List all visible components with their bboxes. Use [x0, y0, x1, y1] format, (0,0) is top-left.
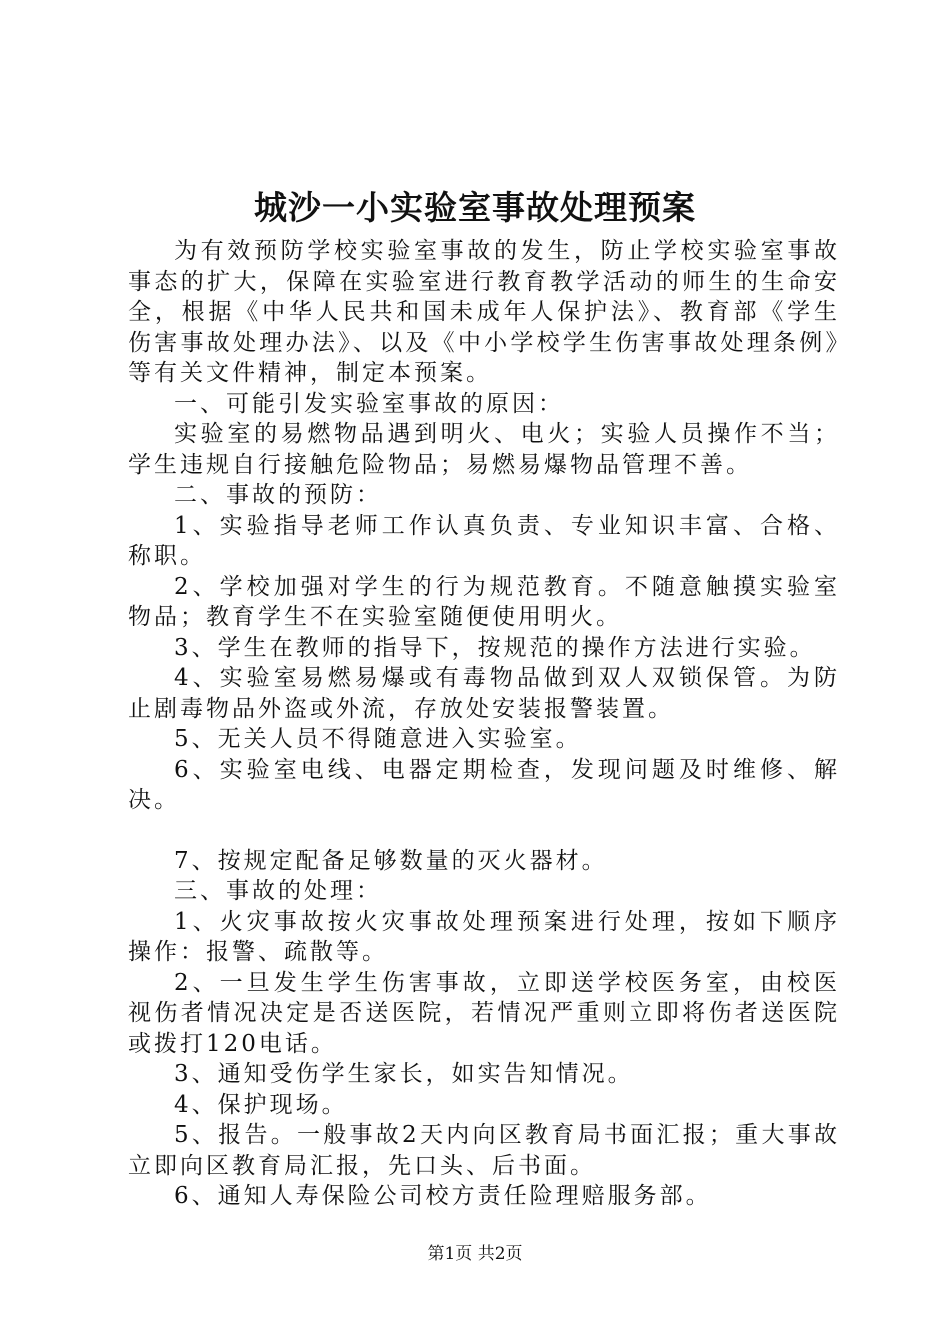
- intro-paragraph: 为有效预防学校实验室事故的发生，防止学校实验室事故事态的扩大，保障在实验室进行教育教学活动的师生的生命安全，根据《中华人民共和国未成年人保护法》、教育部《学生伤害事故处理办法》、以及《中小学校学生伤害事故处理条例》等有关文件精神，制定本预案。: [128, 238, 840, 386]
- prevention-item: 3、学生在教师的指导下，按规范的操作方法进行实验。: [174, 634, 816, 661]
- prevention-item: 6、实验室电线、电器定期检查，发现问题及时维修、解决。: [128, 756, 840, 813]
- handling-item: 5、报告。一般事故2天内向区教育局书面汇报；重大事故立即向区教育局汇报，先口头、后书面。: [128, 1122, 840, 1179]
- causes-paragraph: 实验室的易燃物品遇到明火、电火；实验人员操作不当；学生违规自行接触危险物品；易燃易爆物品管理不善。: [128, 421, 840, 478]
- handling-item: 2、一旦发生学生伤害事故，立即送学校医务室，由校医视伤者情况决定是否送医院，若情况严重则立即将伤者送医院或拨打120电话。: [128, 969, 840, 1057]
- section-heading-handling: 三、事故的处理：: [174, 878, 382, 904]
- prevention-item: 5、无关人员不得随意进入实验室。: [174, 726, 582, 752]
- document-title: 城沙一小实验室事故处理预案: [254, 188, 696, 227]
- handling-item: 3、通知受伤学生家长，如实告知情况。: [174, 1061, 634, 1087]
- handling-item: 1、火灾事故按火灾事故处理预案进行处理，按如下顺序操作：报警、疏散等。: [128, 908, 840, 965]
- section-heading-prevention: 二、事故的预防：: [174, 482, 382, 508]
- prevention-item: 2、学校加强对学生的行为规范教育。不随意触摸实验室物品；教育学生不在实验室随便使用明火。: [128, 573, 840, 630]
- page-footer: 第1页 共2页: [427, 1244, 523, 1264]
- prevention-item: 1、实验指导老师工作认真负责、专业知识丰富、合格、称职。: [128, 512, 840, 569]
- document-body: [128, 236, 840, 1212]
- prevention-item: 7、按规定配备足够数量的灭火器材。: [174, 847, 608, 874]
- prevention-item: 4、实验室易燃易爆或有毒物品做到双人双锁保管。为防止剧毒物品外盗或外流，存放处安装报警装置。: [128, 665, 840, 722]
- handling-item: 4、保护现场。: [174, 1091, 348, 1118]
- section-heading-causes: 一、可能引发实验室事故的原因：: [174, 390, 564, 417]
- handling-item: 6、通知人寿保险公司校方责任险理赔服务部。: [174, 1183, 712, 1209]
